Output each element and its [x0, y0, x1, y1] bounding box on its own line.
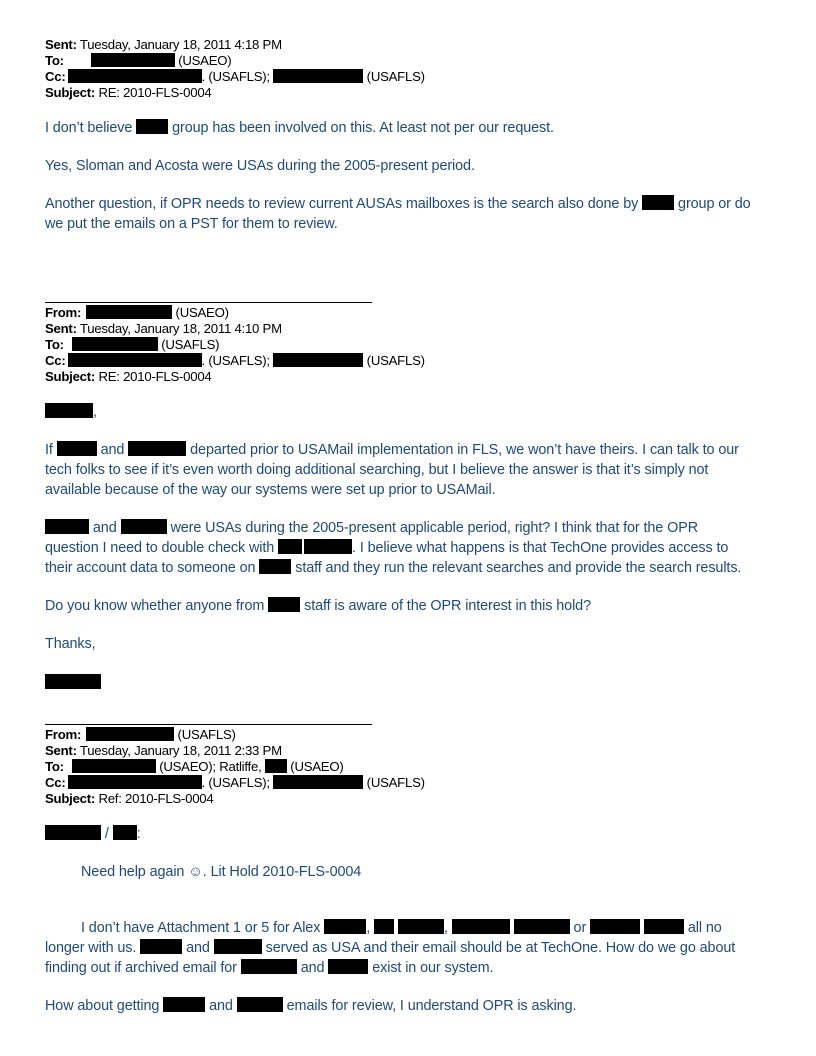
email2-cc-line: Cc: . (USAFLS); (USAFLS) — [45, 353, 425, 368]
redaction-block — [128, 441, 186, 456]
redaction-block — [268, 597, 300, 612]
redaction-block — [136, 119, 168, 134]
email2-thanks: Thanks, — [45, 636, 96, 652]
email2-to-line: To: (USAFLS) — [45, 337, 220, 352]
redaction-block — [273, 69, 363, 83]
email2-paragraph-1: If and departed prior to USAMail implementation in FLS, we won’t have theirs. I can talk to our — [45, 442, 739, 458]
email2-paragraph-1-line3: available because of the way our systems were set up prior to USAMail. — [45, 482, 496, 498]
email2-paragraph-1-line2: tech folks to see if it’s even worth doing additional searching, but I believe the answer is that it’s simply not — [45, 462, 709, 478]
redaction-block — [86, 727, 174, 741]
redaction-block — [121, 519, 167, 534]
redaction-block — [45, 825, 101, 840]
redaction-block — [304, 539, 352, 554]
redaction-block — [273, 775, 363, 789]
redaction-block — [241, 959, 297, 974]
email3-paragraph-3: How about getting and emails for review, I understand OPR is asking. — [45, 998, 577, 1014]
redaction-block — [514, 919, 570, 934]
email2-greeting: , — [45, 402, 97, 422]
redaction-block — [590, 919, 640, 934]
email1-paragraph-3-cont: we put the emails on a PST for them to review. — [45, 216, 338, 232]
email2-signature — [45, 673, 101, 693]
redaction-block — [68, 775, 202, 789]
redaction-block — [68, 69, 202, 83]
email3-subject-line: Subject: Ref: 2010-FLS-0004 — [45, 791, 214, 806]
redaction-block — [72, 759, 156, 773]
redaction-block — [374, 919, 394, 934]
email1-paragraph-3: Another question, if OPR needs to review current AUSAs mailboxes is the search also done by group or do — [45, 196, 751, 212]
email3-paragraph-2-line2: longer with us. and served as USA and their email should be at TechOne. How do we go about — [45, 940, 736, 956]
email1-to-line: To: (USAEO) — [45, 53, 232, 68]
redaction-block — [140, 939, 182, 954]
email1-sent-value: Tuesday, January 18, 2011 4:18 PM — [79, 37, 282, 52]
email1-paragraph-2: Yes, Sloman and Acosta were USAs during the 2005-present period. — [45, 158, 475, 174]
separator-rule — [45, 302, 372, 303]
redaction-block — [163, 997, 205, 1012]
email2-subject-line: Subject: RE: 2010-FLS-0004 — [45, 369, 212, 384]
redaction-block — [642, 195, 674, 210]
redaction-block — [328, 959, 368, 974]
redaction-block — [86, 305, 172, 319]
redaction-block — [113, 825, 137, 840]
redaction-block — [265, 759, 287, 773]
email3-paragraph-1: Need help again ☺. Lit Hold 2010-FLS-0004 — [81, 864, 362, 880]
redaction-block — [324, 919, 366, 934]
redaction-block — [237, 997, 283, 1012]
email1-cc-line: Cc: . (USAFLS); (USAFLS) — [45, 69, 425, 84]
redaction-block — [91, 53, 175, 67]
email2-paragraph-2-line2: question I need to double check with . I believe what happens is that TechOne provides access to — [45, 540, 729, 556]
email1-paragraph-1: I don’t believe group has been involved on this. At least not per our request. — [45, 120, 554, 136]
redaction-block — [452, 919, 510, 934]
email2-paragraph-2-line3: their account data to someone on staff and they run the relevant searches and provide the search results. — [45, 560, 742, 576]
email3-from-line: From: (USAFLS) — [45, 727, 236, 742]
email3-cc-line: Cc: . (USAFLS); (USAFLS) — [45, 775, 425, 790]
redaction-block — [644, 919, 684, 934]
email3-greeting: / : — [45, 824, 141, 844]
redaction-block — [72, 337, 158, 351]
email2-paragraph-3: Do you know whether anyone from staff is aware of the OPR interest in this hold? — [45, 598, 591, 614]
redaction-block — [273, 353, 363, 367]
redaction-block — [45, 403, 93, 418]
redaction-block — [259, 559, 291, 574]
email3-paragraph-2: I don’t have Attachment 1 or 5 for Alex , , or all no — [81, 920, 722, 936]
email2-from-line: From: (USAEO) — [45, 305, 229, 320]
redaction-block — [57, 441, 97, 456]
redaction-block — [68, 353, 202, 367]
redaction-block — [398, 919, 444, 934]
email2-paragraph-2: and were USAs during the 2005-present applicable period, right? I think that for the OPR — [45, 518, 698, 538]
email2-sent-line: Sent: Tuesday, January 18, 2011 4:10 PM — [45, 321, 282, 336]
email1-subject-line: Subject: RE: 2010-FLS-0004 — [45, 85, 212, 100]
email3-to-line: To: (USAEO); Ratliffe, (USAEO) — [45, 759, 344, 774]
email3-sent-line: Sent: Tuesday, January 18, 2011 2:33 PM — [45, 743, 282, 758]
email1-subject-value: RE: 2010-FLS-0004 — [98, 85, 212, 100]
redaction-block — [45, 674, 101, 689]
redaction-block — [278, 539, 302, 554]
email1-sent-line: Sent: Tuesday, January 18, 2011 4:18 PM — [45, 37, 282, 52]
email3-paragraph-2-line3: finding out if archived email for and exist in our system. — [45, 960, 494, 976]
redaction-block — [214, 939, 262, 954]
redaction-block — [45, 519, 89, 534]
separator-rule — [45, 724, 372, 725]
